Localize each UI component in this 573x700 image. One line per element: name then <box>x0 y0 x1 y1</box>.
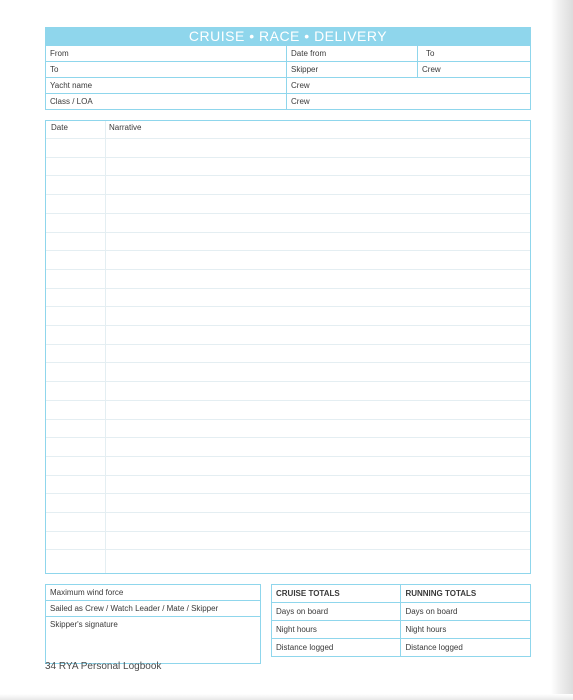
ruled-line <box>46 288 530 289</box>
ruled-line <box>46 437 530 438</box>
ruled-line <box>46 213 530 214</box>
narrative-box[interactable] <box>45 120 531 574</box>
ruled-line <box>46 250 530 251</box>
totals-row <box>272 603 531 621</box>
cruise-totals-header: CRUISE TOTALS <box>272 585 401 603</box>
cruise-distance-field[interactable]: Distance logged <box>272 639 401 657</box>
ruled-line <box>46 175 530 176</box>
ruled-line <box>46 157 530 158</box>
ruled-line <box>46 419 530 420</box>
max-wind-field[interactable]: Maximum wind force <box>46 585 261 601</box>
crew-field[interactable]: Crew <box>418 62 531 78</box>
voyage-info-table <box>45 45 531 110</box>
ruled-line <box>46 400 530 401</box>
totals-row <box>272 621 531 639</box>
logbook-header: CRUISE • RACE • DELIVERY <box>45 27 531 45</box>
page-bottom-shadow <box>0 694 573 700</box>
ruled-line <box>46 512 530 513</box>
to-field[interactable]: To <box>46 62 287 78</box>
crew-field[interactable]: Crew <box>287 78 531 94</box>
date-from-field[interactable]: Date from <box>287 46 418 62</box>
ruled-line <box>46 549 530 550</box>
totals-header-row <box>272 585 531 603</box>
column-divider <box>105 121 106 573</box>
ruled-line <box>46 381 530 382</box>
ruled-line <box>46 531 530 532</box>
ruled-line <box>46 344 530 345</box>
page-edge-shadow <box>551 0 573 700</box>
narrative-column-label: Narrative <box>109 123 142 132</box>
skipper-field[interactable]: Skipper <box>287 62 418 78</box>
running-days-field[interactable]: Days on board <box>401 603 531 621</box>
totals-table <box>271 584 531 657</box>
ruled-line <box>46 194 530 195</box>
skipper-signature-field[interactable]: Skipper's signature <box>46 617 261 664</box>
running-totals-header: RUNNING TOTALS <box>401 585 531 603</box>
conditions-table <box>45 584 261 664</box>
crew-field[interactable]: Crew <box>287 94 531 110</box>
ruled-line <box>46 306 530 307</box>
cruise-days-field[interactable]: Days on board <box>272 603 401 621</box>
ruled-line <box>46 362 530 363</box>
ruled-line <box>46 475 530 476</box>
conditions-row <box>46 617 261 664</box>
ruled-line <box>46 232 530 233</box>
narrative-header <box>46 121 530 135</box>
running-night-hours-field[interactable]: Night hours <box>401 621 531 639</box>
running-distance-field[interactable]: Distance logged <box>401 639 531 657</box>
to-date-label: To <box>426 49 435 58</box>
sailed-as-field[interactable]: Sailed as Crew / Watch Leader / Mate / Skipper <box>46 601 261 617</box>
class-loa-field[interactable]: Class / LOA <box>46 94 287 110</box>
info-row <box>46 46 531 62</box>
ruled-line <box>46 138 530 139</box>
date-column-label: Date <box>51 123 68 132</box>
yacht-name-field[interactable]: Yacht name <box>46 78 287 94</box>
ruled-line <box>46 493 530 494</box>
from-field[interactable]: From <box>46 46 287 62</box>
info-row <box>46 62 531 78</box>
ruled-line <box>46 269 530 270</box>
to-date-field[interactable] <box>418 46 531 62</box>
ruled-line <box>46 456 530 457</box>
info-row <box>46 94 531 110</box>
info-row <box>46 78 531 94</box>
page-footer: 34 RYA Personal Logbook <box>45 661 162 672</box>
totals-row <box>272 639 531 657</box>
conditions-row <box>46 585 261 601</box>
cruise-night-hours-field[interactable]: Night hours <box>272 621 401 639</box>
ruled-line <box>46 325 530 326</box>
conditions-row <box>46 601 261 617</box>
